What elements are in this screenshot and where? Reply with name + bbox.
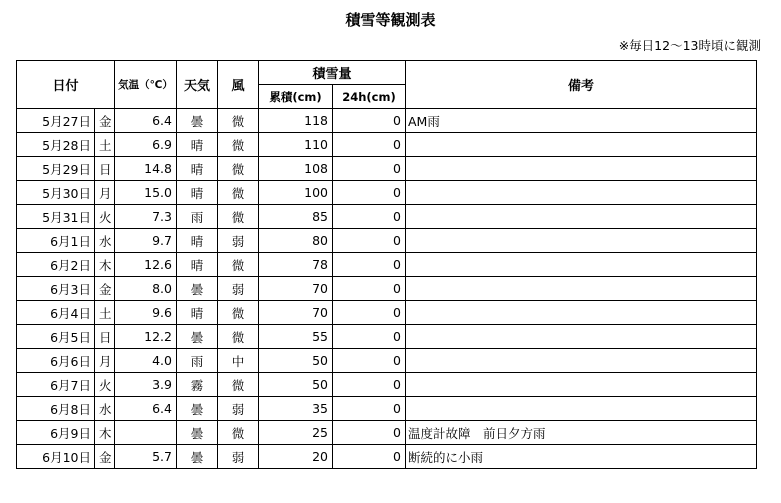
table-row <box>17 229 757 253</box>
header-snow-total: 累積(cm) <box>259 85 333 109</box>
remarks-cell: 温度計故障 前日夕方雨 <box>406 421 757 445</box>
snow-total-cell: 100 <box>259 181 333 205</box>
snow-total-cell: 118 <box>259 109 333 133</box>
snow-total-cell: 25 <box>259 421 333 445</box>
date-cell: 6月3日 <box>17 277 95 301</box>
remarks-cell <box>406 253 757 277</box>
date-cell: 5月28日 <box>17 133 95 157</box>
remarks-cell <box>406 397 757 421</box>
wind-cell: 微 <box>218 373 259 397</box>
remarks-cell <box>406 277 757 301</box>
wind-cell: 弱 <box>218 229 259 253</box>
remarks-cell <box>406 373 757 397</box>
weather-cell: 曇 <box>177 397 218 421</box>
header-temperature: 気温（℃） <box>115 61 177 109</box>
date-cell: 6月2日 <box>17 253 95 277</box>
weather-cell: 曇 <box>177 277 218 301</box>
date-cell: 5月29日 <box>17 157 95 181</box>
snow-total-cell: 70 <box>259 277 333 301</box>
weekday-cell: 火 <box>95 205 115 229</box>
table-row <box>17 277 757 301</box>
date-cell: 5月27日 <box>17 109 95 133</box>
date-cell: 6月10日 <box>17 445 95 469</box>
snow-total-cell: 35 <box>259 397 333 421</box>
weather-cell: 曇 <box>177 421 218 445</box>
remarks-cell: AM雨 <box>406 109 757 133</box>
weekday-cell: 金 <box>95 109 115 133</box>
snow-24h-cell: 0 <box>333 397 406 421</box>
table-row <box>17 445 757 469</box>
table-row <box>17 109 757 133</box>
snow-total-cell: 70 <box>259 301 333 325</box>
temperature-cell: 6.9 <box>115 133 177 157</box>
wind-cell: 微 <box>218 253 259 277</box>
header-snow-24h: 24h(cm) <box>333 85 406 109</box>
weather-cell: 晴 <box>177 157 218 181</box>
weekday-cell: 日 <box>95 325 115 349</box>
weather-cell: 晴 <box>177 301 218 325</box>
temperature-cell: 9.7 <box>115 229 177 253</box>
observation-time-note: ※毎日12〜13時頃に観測 <box>618 38 761 53</box>
weekday-cell: 日 <box>95 157 115 181</box>
weekday-cell: 土 <box>95 133 115 157</box>
weather-cell: 晴 <box>177 133 218 157</box>
temperature-cell: 12.6 <box>115 253 177 277</box>
snow-24h-cell: 0 <box>333 181 406 205</box>
weekday-cell: 金 <box>95 277 115 301</box>
snow-24h-cell: 0 <box>333 445 406 469</box>
weather-cell: 曇 <box>177 109 218 133</box>
weather-cell: 晴 <box>177 253 218 277</box>
temperature-cell: 3.9 <box>115 373 177 397</box>
snow-24h-cell: 0 <box>333 349 406 373</box>
header-weather: 天気 <box>177 61 218 109</box>
header-wind: 風 <box>218 61 259 109</box>
table-row <box>17 181 757 205</box>
weekday-cell: 土 <box>95 301 115 325</box>
table-row <box>17 397 757 421</box>
date-cell: 6月4日 <box>17 301 95 325</box>
temperature-cell: 8.0 <box>115 277 177 301</box>
weather-cell: 曇 <box>177 325 218 349</box>
weekday-cell: 火 <box>95 373 115 397</box>
snow-24h-cell: 0 <box>333 109 406 133</box>
snow-total-cell: 80 <box>259 229 333 253</box>
temperature-cell: 12.2 <box>115 325 177 349</box>
weekday-cell: 金 <box>95 445 115 469</box>
weather-cell: 雨 <box>177 205 218 229</box>
temperature-cell: 6.4 <box>115 397 177 421</box>
weather-cell: 霧 <box>177 373 218 397</box>
snow-total-cell: 55 <box>259 325 333 349</box>
snow-total-cell: 108 <box>259 157 333 181</box>
temperature-cell: 7.3 <box>115 205 177 229</box>
snow-total-cell: 50 <box>259 349 333 373</box>
wind-cell: 微 <box>218 325 259 349</box>
remarks-cell <box>406 301 757 325</box>
weekday-cell: 月 <box>95 349 115 373</box>
date-cell: 6月6日 <box>17 349 95 373</box>
header-snow-amount: 積雪量 <box>259 61 406 85</box>
header-remarks: 備考 <box>406 61 757 109</box>
date-cell: 6月7日 <box>17 373 95 397</box>
date-cell: 6月9日 <box>17 421 95 445</box>
snow-total-cell: 110 <box>259 133 333 157</box>
weekday-cell: 水 <box>95 397 115 421</box>
table-row <box>17 325 757 349</box>
weather-cell: 晴 <box>177 181 218 205</box>
temperature-cell: 6.4 <box>115 109 177 133</box>
remarks-cell <box>406 133 757 157</box>
weekday-cell: 月 <box>95 181 115 205</box>
temperature-cell <box>115 421 177 445</box>
wind-cell: 弱 <box>218 445 259 469</box>
wind-cell: 微 <box>218 181 259 205</box>
table-row <box>17 301 757 325</box>
snow-24h-cell: 0 <box>333 157 406 181</box>
date-cell: 5月31日 <box>17 205 95 229</box>
table-body <box>17 109 757 469</box>
temperature-cell: 5.7 <box>115 445 177 469</box>
table-row <box>17 421 757 445</box>
weekday-cell: 木 <box>95 421 115 445</box>
snow-24h-cell: 0 <box>333 301 406 325</box>
wind-cell: 微 <box>218 157 259 181</box>
snow-24h-cell: 0 <box>333 133 406 157</box>
snow-total-cell: 20 <box>259 445 333 469</box>
weekday-cell: 木 <box>95 253 115 277</box>
table-row <box>17 133 757 157</box>
snow-observation-table <box>16 60 757 469</box>
snow-24h-cell: 0 <box>333 373 406 397</box>
remarks-cell <box>406 181 757 205</box>
date-cell: 6月1日 <box>17 229 95 253</box>
snow-24h-cell: 0 <box>333 205 406 229</box>
date-cell: 6月8日 <box>17 397 95 421</box>
snow-24h-cell: 0 <box>333 277 406 301</box>
remarks-cell <box>406 229 757 253</box>
temperature-cell: 4.0 <box>115 349 177 373</box>
snow-24h-cell: 0 <box>333 253 406 277</box>
temperature-cell: 15.0 <box>115 181 177 205</box>
page-title: 積雪等観測表 <box>345 11 436 29</box>
snow-total-cell: 85 <box>259 205 333 229</box>
remarks-cell <box>406 325 757 349</box>
header-date: 日付 <box>17 61 115 109</box>
wind-cell: 微 <box>218 109 259 133</box>
remarks-cell: 断続的に小雨 <box>406 445 757 469</box>
date-cell: 5月30日 <box>17 181 95 205</box>
date-cell: 6月5日 <box>17 325 95 349</box>
snow-24h-cell: 0 <box>333 229 406 253</box>
wind-cell: 微 <box>218 133 259 157</box>
weather-cell: 雨 <box>177 349 218 373</box>
weather-cell: 晴 <box>177 229 218 253</box>
weather-cell: 曇 <box>177 445 218 469</box>
wind-cell: 微 <box>218 301 259 325</box>
table-row <box>17 157 757 181</box>
remarks-cell <box>406 349 757 373</box>
snow-total-cell: 50 <box>259 373 333 397</box>
table-row <box>17 349 757 373</box>
table-row <box>17 205 757 229</box>
snow-24h-cell: 0 <box>333 325 406 349</box>
table-row <box>17 253 757 277</box>
snow-24h-cell: 0 <box>333 421 406 445</box>
weekday-cell: 水 <box>95 229 115 253</box>
table-row <box>17 373 757 397</box>
wind-cell: 中 <box>218 349 259 373</box>
wind-cell: 微 <box>218 205 259 229</box>
remarks-cell <box>406 157 757 181</box>
temperature-cell: 14.8 <box>115 157 177 181</box>
snow-total-cell: 78 <box>259 253 333 277</box>
wind-cell: 弱 <box>218 397 259 421</box>
remarks-cell <box>406 205 757 229</box>
temperature-cell: 9.6 <box>115 301 177 325</box>
wind-cell: 弱 <box>218 277 259 301</box>
wind-cell: 微 <box>218 421 259 445</box>
